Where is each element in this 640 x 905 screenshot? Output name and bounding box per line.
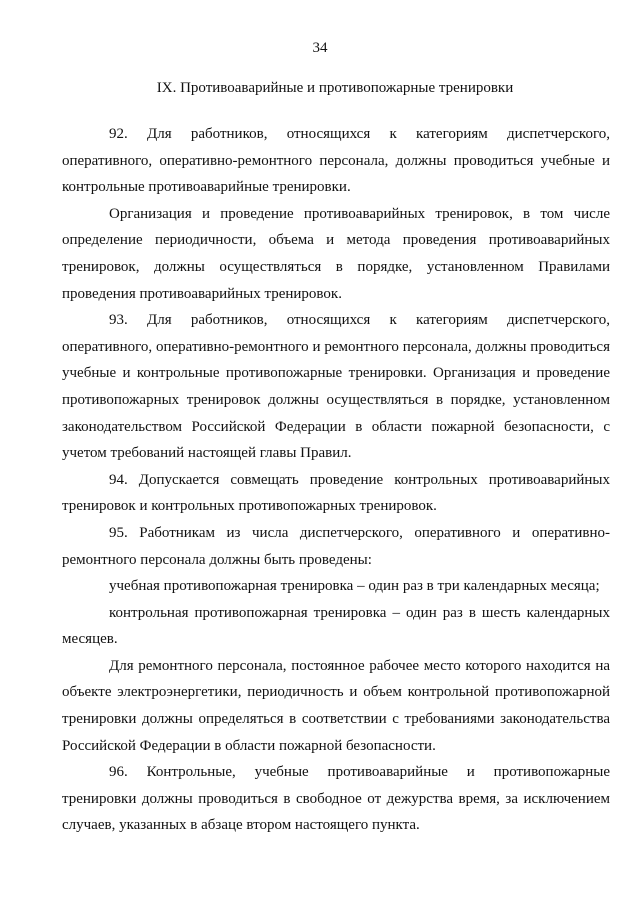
section-title: IX. Противоаварийные и противопожарные тренировки <box>156 80 514 96</box>
page-number: 34 <box>312 40 328 56</box>
paragraph-93: 93. Для работников, относящихся к категориям диспетчерского, оперативного, оперативно-ремонтного и ремонтного персонала, должны проводиться учебные и контрольные противопожарные тренировки. Организация и проведение противопожарных тренировок должны осуществляться в порядке, установленном законодательством Российской Федерации в области пожарной безопасности, с учетом требований настоящей главы Правил. <box>62 312 610 462</box>
paragraph-92: 92. Для работников, относящихся к категориям диспетчерского, оперативного, оперативно-ремонтного персонала, должны проводиться учебные и контрольные противоаварийные тренировки. <box>62 126 610 196</box>
paragraph-repair-personnel: Для ремонтного персонала, постоянное рабочее место которого находится на объекте электроэнергетики, периодичность и объем контрольной противопожарной тренировки должны определяться в соответствии с требованиями законодательства Российской Федерации в области пожарной безопасности. <box>62 657 610 754</box>
paragraph-95-training-educational: учебная противопожарная тренировка – один раз в три календарных месяца; <box>109 578 600 595</box>
paragraph-95-training-control: контрольная противопожарная тренировка – один раз в шесть календарных месяцев. <box>62 604 610 648</box>
document-body <box>62 121 610 839</box>
paragraph-92-organization: Организация и проведение противоаварийных тренировок, в том числе определение периодичности, объема и метода проведения противоаварийных тренировок, должны осуществляться в порядке, установленном Правилами проведения противоаварийных тренировок. <box>62 205 610 302</box>
paragraph-95: 95. Работникам из числа диспетчерского, оперативного и оперативно-ремонтного персонала должны быть проведены: <box>62 524 610 568</box>
paragraph-94: 94. Допускается совмещать проведение контрольных противоаварийных тренировок и контрольных противопожарных тренировок. <box>62 471 610 515</box>
paragraph-96: 96. Контрольные, учебные противоаварийные и противопожарные тренировки должны проводиться в свободное от дежурства время, за исключением случаев, указанных в абзаце втором настоящего пункта. <box>62 764 610 834</box>
